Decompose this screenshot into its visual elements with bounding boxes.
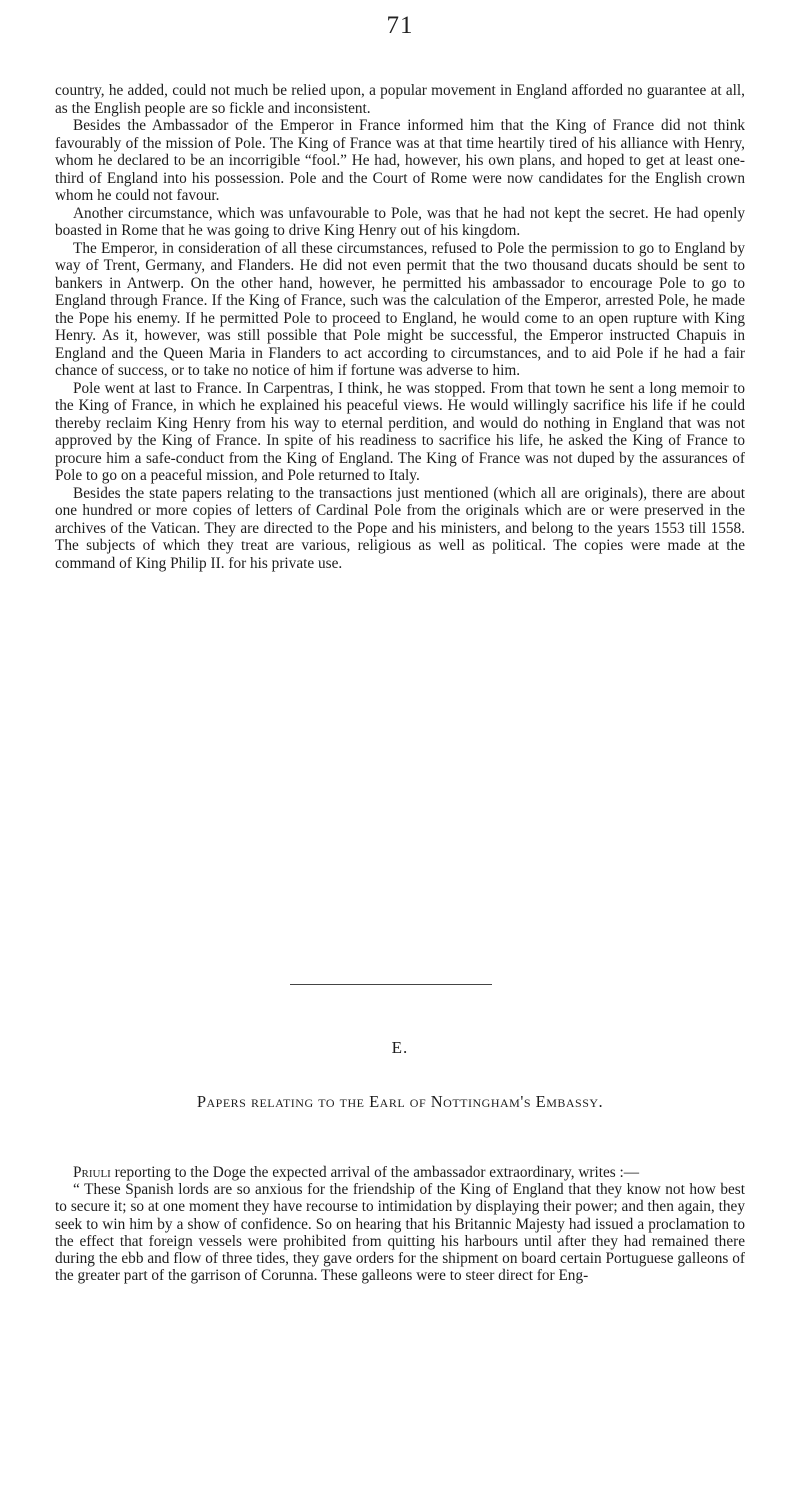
page-number: 71 [386, 12, 414, 39]
section-intro [55, 1164, 745, 1181]
main-text [55, 82, 745, 572]
paragraph-3: Another circumstance, which was unfavourable to Pole, was that he had not kept the secret. He had openly boasted in Rome that he was going to drive King Henry out of his kingdom. [55, 204, 745, 239]
paragraph-5: Pole went at last to France. In Carpentras, I think, he was stopped. From that town he sent a long memoir to the King of France, in which he explained his peaceful views. He would willingly sacrifice his life if he could thereby reclaim King Henry from his way to eternal perdition, and would do nothing in England that was not approved by the King of France. In spite of his readiness to sacrifice his life, he asked the King of France to procure him a safe-conduct from the King of England. The King of France was not duped by the assurances of Pole to go on a peaceful mission, and Pole returned to Italy. [55, 379, 745, 484]
section-quote: “ These Spanish lords are so anxious for the friendship of the King of England that they know not how best to secure it; so at one moment they have recourse to intimidation by displaying their power; and then again, they seek to win him by a show of confidence. So on hearing that his Britannic Majesty had issued a proclamation to the effect that foreign vessels were prohibited from quitting his harbours until after they had remained there during the ebb and flow of three tides, they gave orders for the shipment on board certain Portuguese galleons of the greater part of the garrison of Corunna. These galleons were to steer direct for Eng- [55, 1181, 745, 1285]
paragraph-4: The Emperor, in consideration of all these circumstances, refused to Pole the permission to go to England by way of Trent, Germany, and Flanders. He did not even permit that the two thousand ducats should be sent to bankers in Antwerp. On the other hand, however, he permitted his ambassador to encourage Pole to go to England through France. If the King of France, such was the calculation of the Emperor, arrested Pole, he made the Pope his enemy. If he permitted Pole to proceed to England, he would come to an open rupture with King Henry. As it, however, was still possible that Pole might be successful, the Emperor instructed Chapuis in England and the Queen Maria in Flanders to act according to circumstances, and to aid Pole if he had a fair chance of success, or to take no notice of him if fortune was adverse to him. [55, 239, 745, 379]
section-text [55, 1164, 745, 1284]
section-divider [290, 984, 492, 985]
section-letter: E. [391, 1038, 409, 1057]
section-heading: Papers relating to the Earl of Nottingham's Embassy. [196, 1092, 604, 1111]
intro-name: Priuli [73, 1164, 111, 1181]
paragraph-2: Besides the Ambassador of the Emperor in France informed him that the King of France did not think favourably of the mission of Pole. The King of France was at that time heartily tired of his alliance with Henry, whom he declared to be an incorrigible “fool.” He had, however, his own plans, and hoped to get at least one-third of England into his possession. Pole and the Court of Rome were now candidates for the English crown whom he could not favour. [55, 117, 745, 204]
paragraph-1: country, he added, could not much be relied upon, a popular movement in England afforded no guarantee at all, as the English people are so fickle and inconsistent. [55, 82, 745, 117]
paragraph-6: Besides the state papers relating to the transactions just mentioned (which all are originals), there are about one hundred or more copies of letters of Cardinal Pole from the originals which are or were preserved in the archives of the Vatican. They are directed to the Pope and his ministers, and belong to the years 1553 till 1558. The subjects of which they treat are various, religious as well as political. The copies were made at the command of King Philip II. for his private use. [55, 484, 745, 572]
intro-rest: reporting to the Doge the expected arrival of the ambassador extraordinary, writes :— [110, 1164, 640, 1181]
